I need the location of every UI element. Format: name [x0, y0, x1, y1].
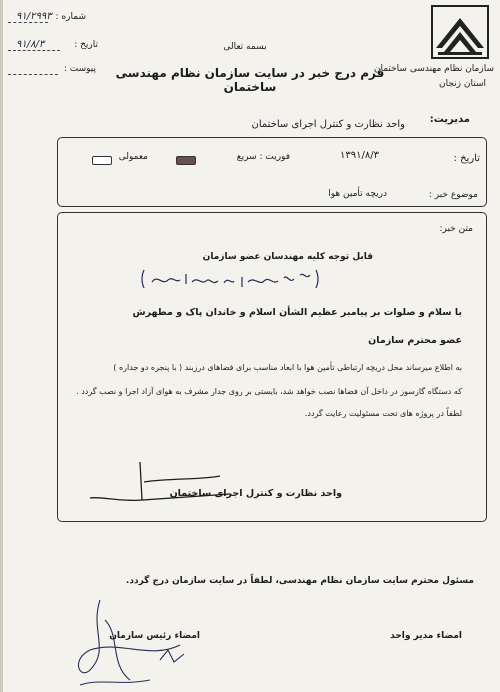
management-label: مدیریت: — [429, 114, 470, 125]
normal-checkbox[interactable] — [92, 156, 112, 165]
attachment-label: پیوست : — [63, 64, 96, 74]
info-box — [57, 137, 487, 207]
date-line — [8, 50, 60, 51]
greeting: با سلام و صلوات بر پیامبر عظیم الشأن اسلام و خاندان پاک و مطهرش — [132, 307, 462, 318]
letter-date-row — [8, 40, 98, 52]
letter-date-value: ۹۱/۸/۳ — [16, 39, 45, 50]
bismillah: بسمه تعالی — [223, 42, 267, 52]
notice-heading: قابل توجه کلیه مهندسان عضو سازمان — [202, 252, 373, 262]
body-line-2: که دستگاه گازسوز در داخل آن فضاها نصب خواهد شد، بایستی بر روی جدار مشرف به هوای آزاد اجرا و نصب گردد . — [76, 387, 462, 396]
info-date-label: تاریخ : — [453, 153, 480, 164]
department-signature — [80, 452, 250, 522]
org-province: استان زنجان — [439, 79, 486, 89]
urgency-label: فوریت : سریع — [236, 152, 290, 162]
subject-value: دریچه تأمین هوا — [328, 189, 387, 199]
attachment-row — [8, 64, 96, 76]
management-value: واحد نظارت و کنترل اجرای ساختمان — [251, 119, 405, 130]
manager-sign-label: امضاء مدیر واحد — [390, 631, 462, 641]
number-label: شماره : — [55, 12, 86, 22]
number-value: ۹۱/۲۹۹۳ — [16, 11, 52, 22]
urgent-checkbox[interactable] — [176, 156, 196, 165]
number-line — [8, 22, 48, 23]
scan-edge — [0, 0, 3, 692]
body-line-1: به اطلاع میرساند محل دریچه ارتباطی تأمین هوا با ابعاد مناسب برای فضاهای درزبند ( با پنجره دو جداره ) — [113, 363, 462, 372]
org-name: سازمان نظام مهندسی ساختمان — [373, 64, 494, 74]
letter-number-row — [8, 12, 86, 24]
form-title: فرم درج خبر در سایت سازمان نظام مهندسی ساختمان — [115, 66, 385, 94]
attachment-line — [8, 74, 58, 75]
body-line-3: لطفاً در پروژه های تحت مسئولیت رعایت گردد. — [304, 409, 462, 418]
normal-label: معمولی — [118, 152, 148, 162]
publish-request-note: مسئول محترم سایت سازمان نظام مهندسی، لطفاً در سایت سازمان درج گردد. — [125, 576, 474, 586]
subject-label: موضوع خبر : — [428, 190, 478, 200]
handwritten-note — [140, 266, 320, 292]
head-sign-label: امضاء رئیس سازمان — [109, 631, 200, 641]
info-date-value: ۱۳۹۱/۸/۳ — [340, 150, 379, 161]
letter-date-label: تاریخ : — [74, 40, 98, 50]
salutation: عضو محترم سازمان — [368, 335, 462, 346]
organization-logo — [430, 4, 490, 60]
news-text-label: متن خبر: — [439, 224, 473, 234]
department-sign-label: واحد نظارت و کنترل اجرای ساختمان — [169, 488, 342, 499]
